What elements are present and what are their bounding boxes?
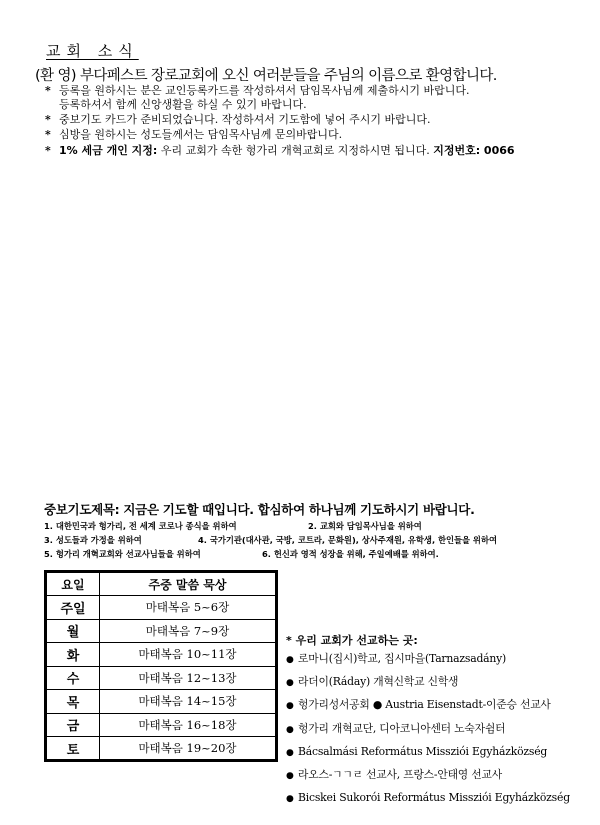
mission-text: 헝가리 개혁교단, 디아코니아센터 노숙자쉼터 xyxy=(298,721,506,735)
tax-number: 지정번호: 0066 xyxy=(433,144,515,157)
prayer-item: 3. 성도들과 가정을 위하여 xyxy=(44,535,142,545)
list-item xyxy=(286,671,570,694)
column-header-day: 요일 xyxy=(46,572,100,596)
notice-item-text: 등록을 원하시는 분은 교인등록카드를 작성하셔서 담임목사님께 제출하시기 바랍니다. xyxy=(59,84,470,97)
asterisk-icon: * xyxy=(45,144,51,157)
day-cell: 금 xyxy=(46,713,100,737)
list-item xyxy=(286,718,570,741)
prayer-item: 1. 대한민국과 헝가리, 전 세계 코로나 종식을 위하여 xyxy=(44,521,237,531)
mission-text: 헝가리성서공회 ● Austria Eisenstadt-이준승 선교사 xyxy=(298,698,551,712)
column-header-reading: 주중 말씀 묵상 xyxy=(100,572,277,596)
reading-cell: 마태복음 14~15장 xyxy=(100,690,277,714)
bullet-icon: ● xyxy=(286,701,294,712)
mission-text: Bácsalmási Református Missziói Egyházközség xyxy=(298,744,548,758)
notice-item-text: 등록하셔서 함께 신앙생활을 하실 수 있기 바랍니다. xyxy=(59,98,307,111)
reading-cell: 마태복음 19~20장 xyxy=(100,737,277,761)
day-cell: 주일 xyxy=(46,596,100,620)
bullet-icon: ● xyxy=(286,794,294,805)
table-row xyxy=(46,690,277,714)
prayer-item: 4. 국가기관(대사관, 국방, 코트라, 문화원), 상사주재원, 유학생, 한인들을 위하여 xyxy=(198,535,497,545)
table-row xyxy=(46,643,277,667)
notice-title: 교회 소식 xyxy=(46,42,139,60)
prayer-item: 2. 교회와 담임목사님을 위하여 xyxy=(308,521,422,531)
list-item xyxy=(286,787,570,810)
prayer-item: 5. 헝가리 개혁교회와 선교사님들을 위하여 xyxy=(44,549,201,559)
meditation-schedule-table xyxy=(44,570,278,762)
day-cell: 목 xyxy=(46,690,100,714)
mission-text: 로마니(집시)학교, 집시마을(Tarnazsadány) xyxy=(298,652,507,665)
welcome-text: (환 영) 부다페스트 장로교회에 오신 여러분들을 주님의 이름으로 환영합니다. xyxy=(35,68,497,84)
reading-cell: 마태복음 10~11장 xyxy=(100,643,277,667)
table-header-row xyxy=(46,572,277,596)
table-row xyxy=(46,666,277,690)
table-row xyxy=(46,596,277,620)
tax-designation xyxy=(45,143,515,158)
table-row xyxy=(46,737,277,761)
prayer-title: 중보기도제목: 지금은 기도할 때입니다. 합심하여 하나님께 기도하시기 바랍니다. xyxy=(44,502,475,517)
bullet-icon: ● xyxy=(286,678,294,689)
notice-item xyxy=(45,112,431,127)
tax-label: 1% 세금 개인 지정: xyxy=(59,144,158,157)
missions-title: * 우리 교회가 선교하는 곳: xyxy=(286,634,418,647)
notice-item xyxy=(45,83,470,98)
table-row xyxy=(46,713,277,737)
bullet-icon: ● xyxy=(286,655,294,665)
day-cell: 토 xyxy=(46,737,100,761)
mission-text: 라오스-ㄱㄱㄹ 선교사, 프랑스-안태영 선교사 xyxy=(298,768,502,782)
reading-cell: 마태복음 7~9장 xyxy=(100,619,277,643)
prayer-item: 6. 헌신과 영적 성장을 위해, 주일예배를 위하여. xyxy=(262,549,439,559)
day-cell: 화 xyxy=(46,643,100,667)
mission-text: Bicskei Sukorói Református Missziói Egyházközség xyxy=(298,791,570,805)
asterisk-icon: * xyxy=(45,113,51,126)
day-cell: 월 xyxy=(46,619,100,643)
notice-item xyxy=(45,127,342,142)
bullet-icon: ● xyxy=(286,747,294,758)
bullet-icon: ● xyxy=(286,724,294,735)
table-row xyxy=(46,619,277,643)
list-item xyxy=(286,741,570,764)
list-item xyxy=(286,694,570,717)
day-cell: 수 xyxy=(46,666,100,690)
missions-list xyxy=(286,648,570,810)
reading-cell: 마태복음 16~18장 xyxy=(100,713,277,737)
asterisk-icon: * xyxy=(45,84,51,97)
notice-item-text: 심방을 원하시는 성도들께서는 담임목사님께 문의바랍니다. xyxy=(59,128,343,141)
reading-cell: 마태복음 5~6장 xyxy=(100,596,277,620)
notice-item xyxy=(59,97,307,112)
tax-text: 우리 교회가 속한 헝가리 개혁교회로 지정하시면 됩니다. xyxy=(157,144,434,157)
mission-text: 라더이(Ráday) 개혁신학교 신학생 xyxy=(298,675,459,689)
list-item xyxy=(286,764,570,787)
asterisk-icon: * xyxy=(45,128,51,141)
reading-cell: 마태복음 12~13장 xyxy=(100,666,277,690)
notice-item-text: 중보기도 카드가 준비되었습니다. 작성하셔서 기도함에 넣어 주시기 바랍니다. xyxy=(59,113,431,126)
list-item xyxy=(286,648,570,671)
bullet-icon: ● xyxy=(286,771,294,782)
